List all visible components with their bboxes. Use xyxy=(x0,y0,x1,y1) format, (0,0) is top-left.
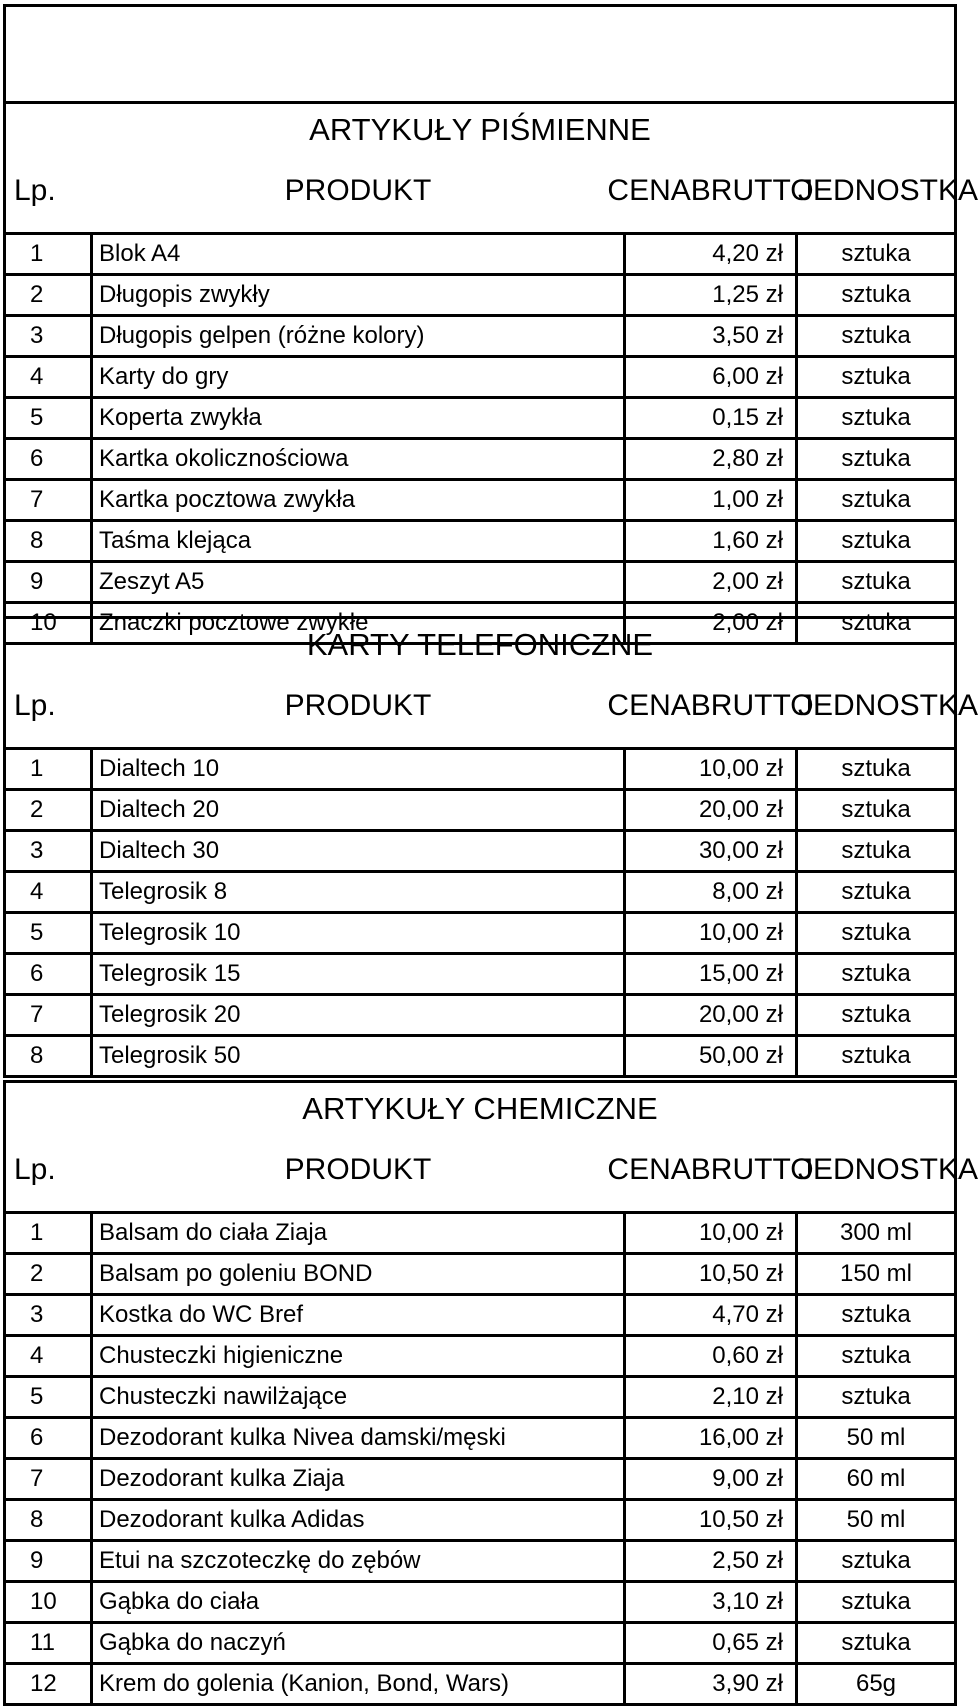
table-row xyxy=(6,1252,954,1293)
table-row xyxy=(6,437,954,478)
row-lp: 10 xyxy=(6,604,93,642)
header-unit-line1: JEDNOST xyxy=(798,689,939,722)
row-lp: 11 xyxy=(6,1624,93,1662)
table-header xyxy=(6,1129,978,1211)
row-unit: sztuka xyxy=(841,568,911,595)
header-product: PRODUKT xyxy=(284,174,432,207)
row-product-name: Gąbka do ciała xyxy=(99,1588,260,1615)
row-unit: sztuka xyxy=(841,486,911,513)
row-product-name: Dialtech 10 xyxy=(99,755,220,782)
table-row xyxy=(6,1498,954,1539)
header-price-line2: BRUTTO xyxy=(690,174,814,207)
top-empty-box xyxy=(3,4,957,104)
table-row xyxy=(6,560,954,601)
header-product: PRODUKT xyxy=(284,689,432,722)
header-price-line1: CENA xyxy=(607,174,691,207)
row-price: 16,00 zł xyxy=(623,1419,798,1457)
header-unit-line2: KA xyxy=(938,1153,978,1186)
row-price: 0,15 zł xyxy=(623,399,798,437)
table-row xyxy=(6,829,954,870)
row-product-name: Długopis gelpen (różne kolory) xyxy=(99,322,425,349)
row-lp: 9 xyxy=(6,563,93,601)
row-product-name: Karty do gry xyxy=(99,363,229,390)
row-unit: sztuka xyxy=(841,1547,911,1574)
section-title: ARTYKUŁY PIŚMIENNE xyxy=(309,112,651,147)
row-price: 10,00 zł xyxy=(623,1214,798,1252)
row-unit: sztuka xyxy=(841,404,911,431)
row-price: 9,00 zł xyxy=(623,1460,798,1498)
table-row xyxy=(6,232,954,273)
row-product-name: Kostka do WC Bref xyxy=(99,1301,304,1328)
row-price: 3,10 zł xyxy=(623,1583,798,1621)
row-lp: 3 xyxy=(6,1296,93,1334)
row-lp: 5 xyxy=(6,1378,93,1416)
row-price: 10,50 zł xyxy=(623,1255,798,1293)
row-product-name: Dialtech 30 xyxy=(99,837,220,864)
table-body xyxy=(6,232,954,642)
row-unit: sztuka xyxy=(841,755,911,782)
header-unit-line1: JEDNOST xyxy=(798,174,939,207)
row-product-name: Dezodorant kulka Adidas xyxy=(99,1506,365,1533)
row-price: 3,90 zł xyxy=(623,1665,798,1703)
row-price: 0,60 zł xyxy=(623,1337,798,1375)
row-unit: sztuka xyxy=(841,796,911,823)
row-price: 8,00 zł xyxy=(623,873,798,911)
row-lp: 1 xyxy=(6,235,93,273)
table-row xyxy=(6,1457,954,1498)
table-row xyxy=(6,1621,954,1662)
header-unit-line1: JEDNOST xyxy=(798,1153,939,1186)
row-lp: 9 xyxy=(6,1542,93,1580)
table-row xyxy=(6,478,954,519)
row-unit: sztuka xyxy=(841,609,911,636)
row-unit: sztuka xyxy=(841,363,911,390)
row-lp: 5 xyxy=(6,399,93,437)
header-unit xyxy=(798,150,978,232)
row-product-name: Znaczki pocztowe zwykłe xyxy=(99,609,369,636)
row-lp: 4 xyxy=(6,1337,93,1375)
table-row xyxy=(6,747,954,788)
row-price: 4,70 zł xyxy=(623,1296,798,1334)
row-lp: 2 xyxy=(6,791,93,829)
row-lp: 8 xyxy=(6,522,93,560)
table-body xyxy=(6,1211,954,1703)
header-price-line1: CENA xyxy=(607,1153,691,1186)
row-unit: sztuka xyxy=(841,1042,911,1069)
row-price: 1,25 zł xyxy=(623,276,798,314)
row-product-name: Balsam do ciała Ziaja xyxy=(99,1219,328,1246)
section-artykuly-chemiczne xyxy=(3,1080,978,1706)
header-price-line1: CENA xyxy=(607,689,691,722)
row-unit: sztuka xyxy=(841,1383,911,1410)
table-header xyxy=(6,150,978,232)
row-unit: sztuka xyxy=(841,240,911,267)
header-unit-line2: KA xyxy=(938,174,978,207)
section-artykuly-pismienne xyxy=(3,101,978,645)
row-lp: 8 xyxy=(6,1037,93,1075)
row-product-name: Gąbka do naczyń xyxy=(99,1629,286,1656)
table-row xyxy=(6,952,954,993)
row-price: 1,60 zł xyxy=(623,522,798,560)
header-lp: Lp. xyxy=(14,1153,56,1186)
header-price-line2: BRUTTO xyxy=(690,689,814,722)
row-lp: 6 xyxy=(6,1419,93,1457)
row-product-name: Chusteczki nawilżające xyxy=(99,1383,348,1410)
row-unit: sztuka xyxy=(841,1629,911,1656)
header-lp: Lp. xyxy=(14,689,56,722)
row-unit: 150 ml xyxy=(839,1260,913,1287)
row-product-name: Telegrosik 10 xyxy=(99,919,241,946)
row-lp: 1 xyxy=(6,750,93,788)
row-price: 6,00 zł xyxy=(623,358,798,396)
row-unit: 50 ml xyxy=(846,1506,906,1533)
header-unit xyxy=(798,1129,978,1211)
row-product-name: Taśma klejąca xyxy=(99,527,252,554)
row-unit: sztuka xyxy=(841,878,911,905)
row-product-name: Etui na szczoteczkę do zębów xyxy=(99,1547,421,1574)
row-unit: sztuka xyxy=(841,1588,911,1615)
row-unit: sztuka xyxy=(841,445,911,472)
row-product-name: Balsam po goleniu BOND xyxy=(99,1260,373,1287)
row-price: 4,20 zł xyxy=(623,235,798,273)
row-price: 2,00 zł xyxy=(623,563,798,601)
table-row xyxy=(6,273,954,314)
row-price: 20,00 zł xyxy=(623,996,798,1034)
row-unit: sztuka xyxy=(841,960,911,987)
row-unit: sztuka xyxy=(841,1001,911,1028)
row-product-name: Krem do golenia (Kanion, Bond, Wars) xyxy=(99,1670,509,1697)
row-price: 2,00 zł xyxy=(623,604,798,642)
row-lp: 7 xyxy=(6,1460,93,1498)
row-lp: 6 xyxy=(6,955,93,993)
row-product-name: Blok A4 xyxy=(99,240,181,267)
header-price xyxy=(607,665,814,747)
section-title: KARTY TELEFONICZNE xyxy=(306,627,654,662)
row-lp: 2 xyxy=(6,276,93,314)
header-price xyxy=(607,150,814,232)
row-product-name: Dezodorant kulka Nivea damski/męski xyxy=(99,1424,506,1451)
row-price: 10,50 zł xyxy=(623,1501,798,1539)
row-lp: 1 xyxy=(6,1214,93,1252)
row-unit: sztuka xyxy=(841,281,911,308)
row-unit: sztuka xyxy=(841,1342,911,1369)
header-product: PRODUKT xyxy=(284,1153,432,1186)
row-lp: 8 xyxy=(6,1501,93,1539)
table-row xyxy=(6,1293,954,1334)
table-row xyxy=(6,788,954,829)
row-product-name: Kartka pocztowa zwykła xyxy=(99,486,356,513)
row-unit: sztuka xyxy=(841,837,911,864)
header-price xyxy=(607,1129,814,1211)
row-lp: 6 xyxy=(6,440,93,478)
row-price: 30,00 zł xyxy=(623,832,798,870)
table-row xyxy=(6,314,954,355)
table-row xyxy=(6,911,954,952)
row-lp: 12 xyxy=(6,1665,93,1703)
row-price: 0,65 zł xyxy=(623,1624,798,1662)
header-unit-line2: KA xyxy=(938,689,978,722)
table-row xyxy=(6,993,954,1034)
header-unit xyxy=(798,665,978,747)
row-price: 2,10 zł xyxy=(623,1378,798,1416)
row-lp: 7 xyxy=(6,481,93,519)
row-product-name: Koperta zwykła xyxy=(99,404,262,431)
table-row xyxy=(6,1375,954,1416)
section-karty-telefoniczne xyxy=(3,616,978,1078)
row-price: 15,00 zł xyxy=(623,955,798,993)
table-row xyxy=(6,1580,954,1621)
row-product-name: Telegrosik 50 xyxy=(99,1042,241,1069)
table-row xyxy=(6,1539,954,1580)
row-unit: 300 ml xyxy=(839,1219,913,1246)
row-lp: 3 xyxy=(6,317,93,355)
row-unit: 60 ml xyxy=(846,1465,906,1492)
row-unit: sztuka xyxy=(841,919,911,946)
row-price: 10,00 zł xyxy=(623,750,798,788)
row-lp: 7 xyxy=(6,996,93,1034)
table-row xyxy=(6,355,954,396)
row-product-name: Telegrosik 20 xyxy=(99,1001,241,1028)
table-row xyxy=(6,519,954,560)
row-unit: sztuka xyxy=(841,527,911,554)
row-product-name: Dezodorant kulka Ziaja xyxy=(99,1465,345,1492)
row-lp: 10 xyxy=(6,1583,93,1621)
row-lp: 4 xyxy=(6,873,93,911)
section-title: ARTYKUŁY CHEMICZNE xyxy=(302,1091,658,1126)
table-row xyxy=(6,1034,954,1075)
row-price: 2,80 zł xyxy=(623,440,798,478)
row-unit: sztuka xyxy=(841,322,911,349)
row-lp: 4 xyxy=(6,358,93,396)
row-price: 1,00 zł xyxy=(623,481,798,519)
row-price: 10,00 zł xyxy=(623,914,798,952)
row-lp: 2 xyxy=(6,1255,93,1293)
header-lp: Lp. xyxy=(14,174,56,207)
row-price: 20,00 zł xyxy=(623,791,798,829)
row-product-name: Telegrosik 15 xyxy=(99,960,241,987)
table-row xyxy=(6,396,954,437)
row-price: 2,50 zł xyxy=(623,1542,798,1580)
row-lp: 3 xyxy=(6,832,93,870)
row-product-name: Chusteczki higieniczne xyxy=(99,1342,344,1369)
table-row xyxy=(6,1211,954,1252)
row-product-name: Telegrosik 8 xyxy=(99,878,228,905)
table-row xyxy=(6,1662,954,1703)
row-unit: 50 ml xyxy=(846,1424,906,1451)
row-unit: 65g xyxy=(855,1670,897,1697)
row-product-name: Dialtech 20 xyxy=(99,796,220,823)
row-unit: sztuka xyxy=(841,1301,911,1328)
row-price: 3,50 zł xyxy=(623,317,798,355)
table-row xyxy=(6,1334,954,1375)
row-product-name: Kartka okolicznościowa xyxy=(99,445,349,472)
table-header xyxy=(6,665,978,747)
header-price-line2: BRUTTO xyxy=(690,1153,814,1186)
row-product-name: Zeszyt A5 xyxy=(99,568,205,595)
table-row xyxy=(6,1416,954,1457)
table-row xyxy=(6,870,954,911)
row-lp: 5 xyxy=(6,914,93,952)
table-body xyxy=(6,747,954,1075)
row-price: 50,00 zł xyxy=(623,1037,798,1075)
row-product-name: Długopis zwykły xyxy=(99,281,270,308)
